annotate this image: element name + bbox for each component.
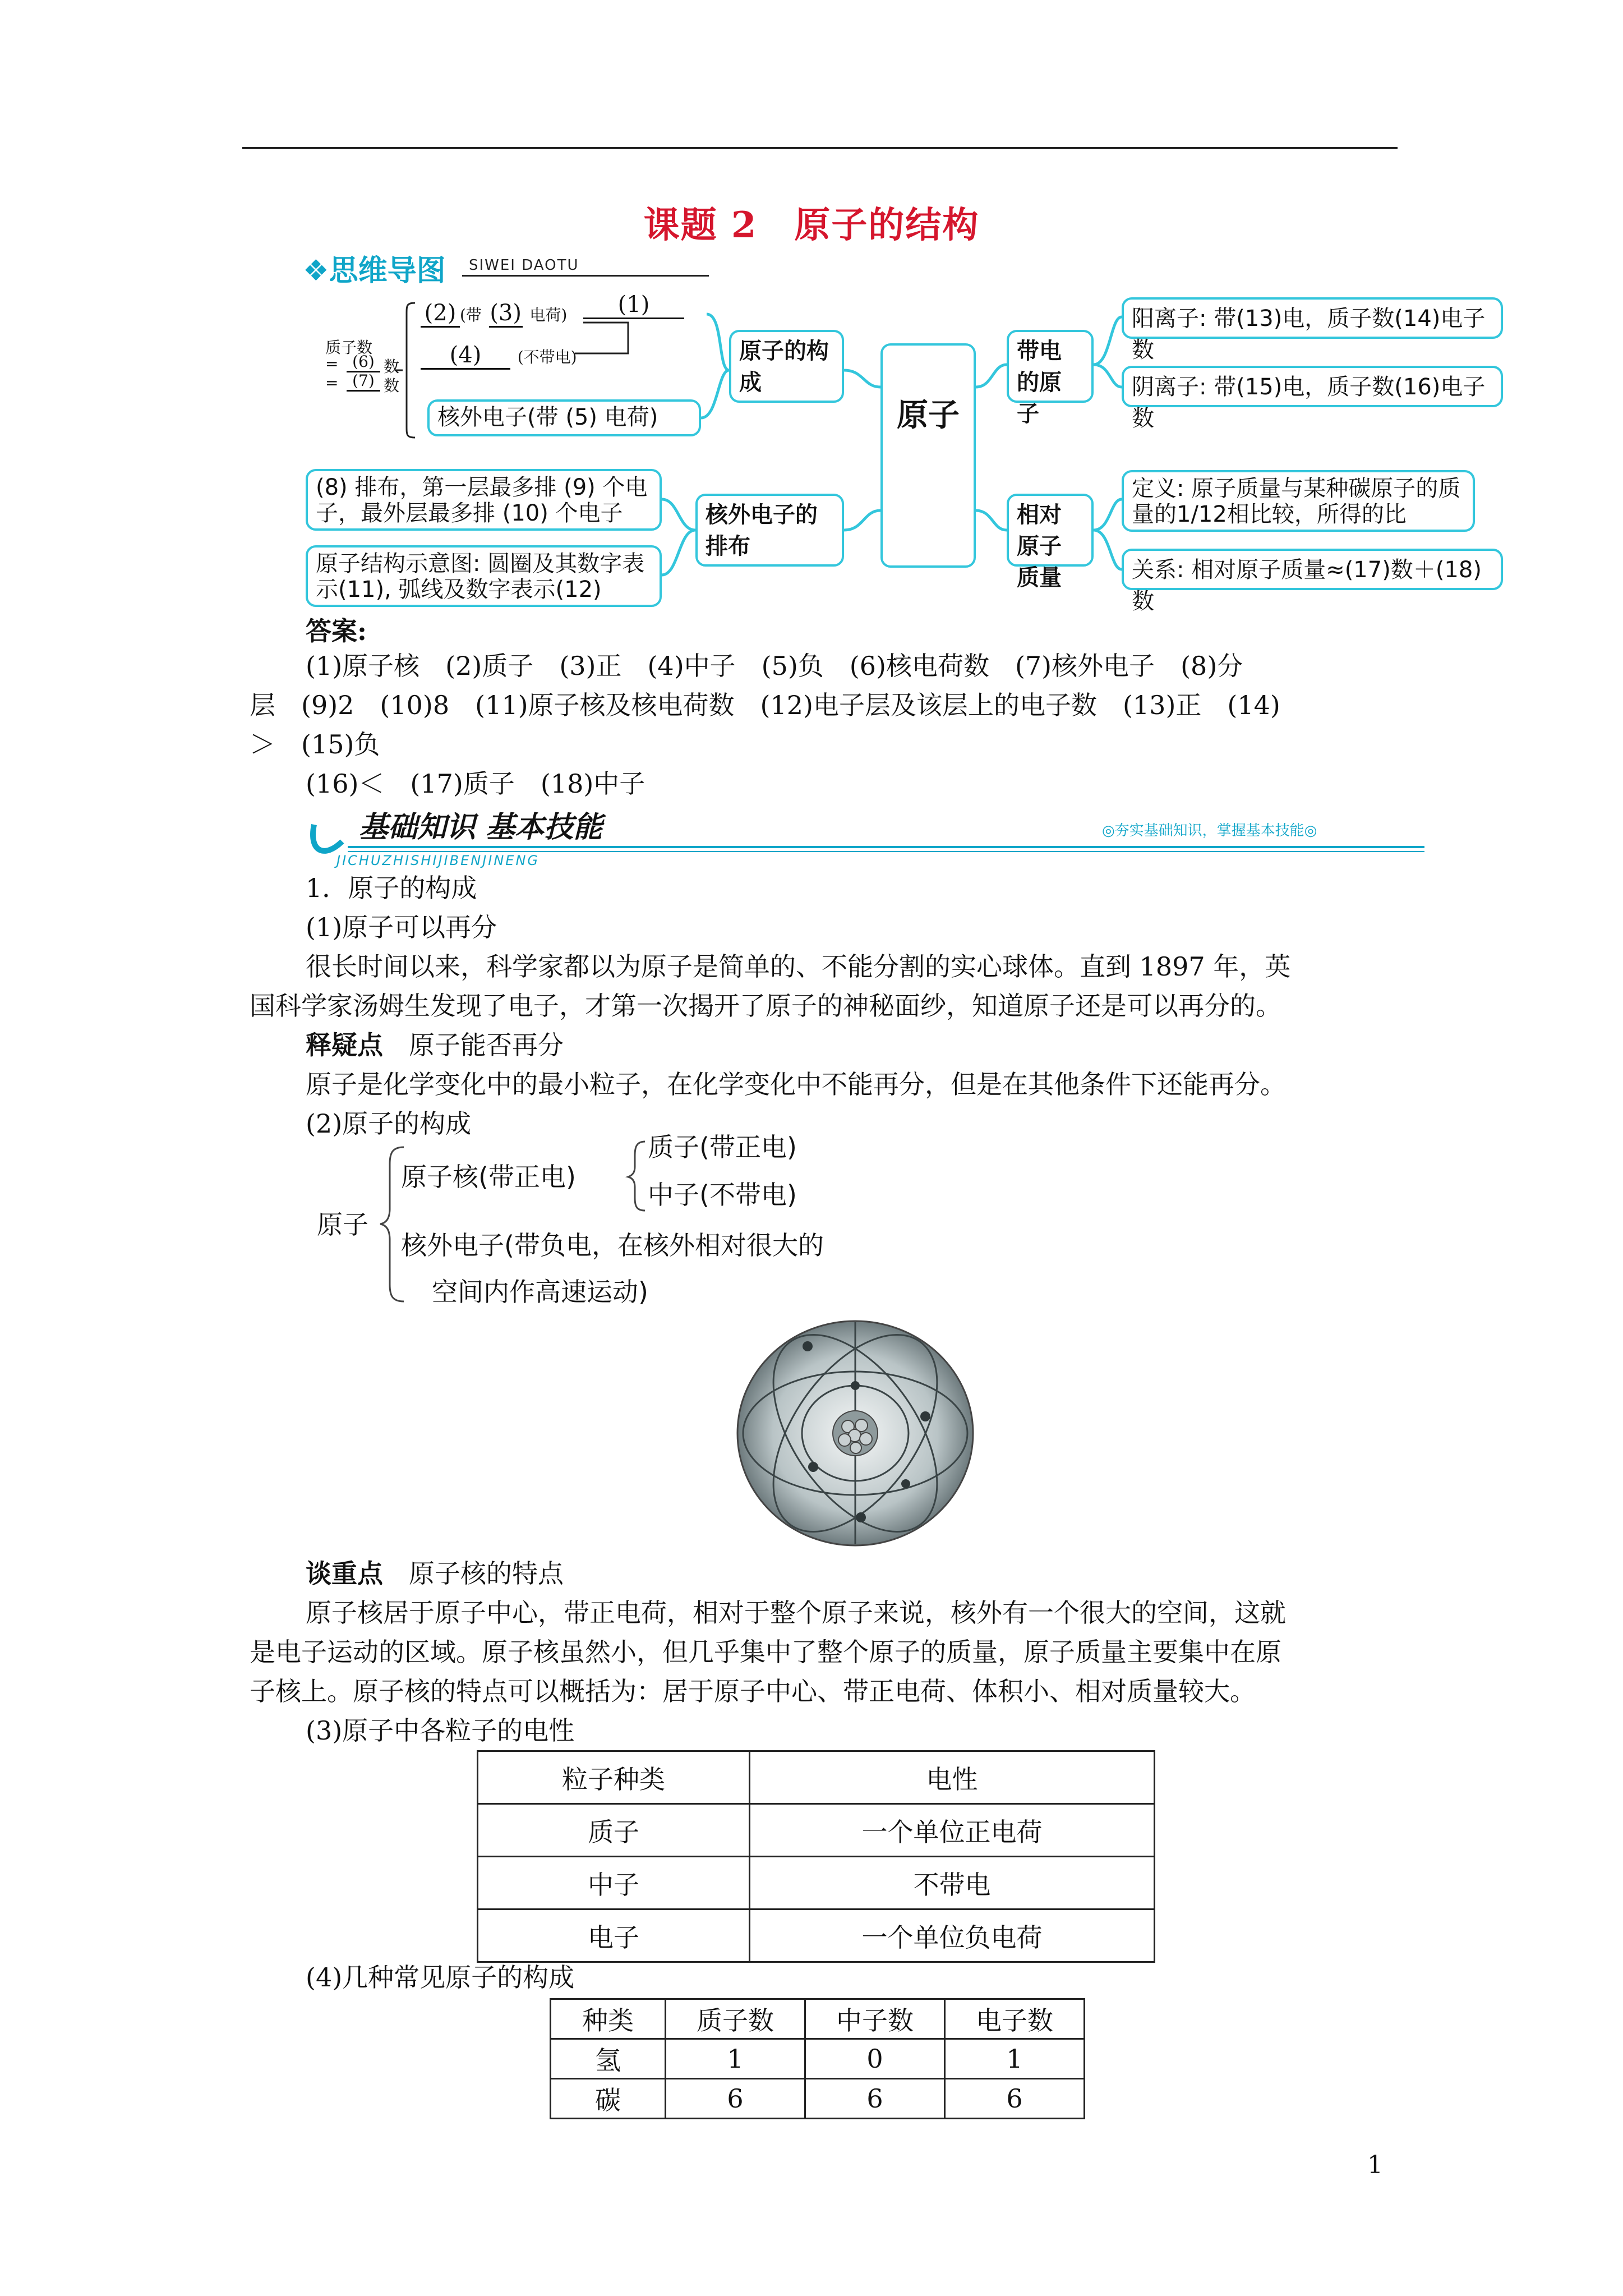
box-anion: 阴离子: 带(15)电，质子数(16)电子数 — [1122, 366, 1503, 407]
answers-line-3: ＞ (15)负 — [250, 729, 380, 760]
composition-table-header: 中子数 — [805, 1999, 945, 2039]
focus-heading — [306, 1554, 564, 1593]
box-electron-arrangement: 核外电子的排布 — [695, 494, 844, 567]
page-title: 课题 2 原子的结构 — [643, 204, 980, 246]
box-cation: 阳离子: 带(13)电，质子数(14)电子数 — [1122, 297, 1503, 339]
struct-neutron: 中子(不带电) — [648, 1180, 797, 1210]
box-relation: 关系: 相对原子质量≈(17)数＋(18)数 — [1122, 549, 1503, 590]
line-neutron: (4) (不带电) — [421, 342, 577, 370]
charge-table-cell: 中子 — [478, 1857, 750, 1910]
doubt-title: 原子能否再分 — [409, 1030, 564, 1060]
focus-label: 谈重点 — [306, 1558, 383, 1589]
section-1-heading: 1．原子的构成 — [306, 873, 477, 903]
left-label-eq2: = — [325, 374, 339, 392]
section-1-2-heading: (2)原子的构成 — [306, 1108, 472, 1139]
struct-atom: 原子 — [317, 1209, 368, 1240]
composition-table-cell: 1 — [945, 2039, 1085, 2079]
answers-line-1: (1)原子核 (2)质子 (3)正 (4)中子 (5)负 (6)核电荷数 (7)核外电子 (8)分 — [306, 651, 1243, 681]
left-label-num: 数 — [384, 357, 400, 376]
composition-table-header: 种类 — [551, 1999, 666, 2039]
charge-table-cell: 一个单位负电荷 — [750, 1910, 1155, 1962]
composition-table-cell: 6 — [666, 2079, 805, 2119]
composition-table-cell: 6 — [805, 2079, 945, 2119]
answers-line-2: 层 (9)2 (10)8 (11)原子核及核电荷数 (12)电子层及该层上的电子数 (13)正 (14) — [250, 690, 1280, 720]
doubt-text: 原子是化学变化中的最小粒子，在化学变化中不能再分，但是在其他条件下还能再分。 — [306, 1069, 1286, 1099]
atom-composition-table — [550, 1998, 1085, 2119]
struct-proton: 质子(带正电) — [648, 1132, 797, 1162]
charge-table-cell: 电子 — [478, 1910, 750, 1962]
banner-right-text: ◎夯实基础知识，掌握基本技能◎ — [1102, 822, 1317, 839]
composition-table-header: 质子数 — [666, 1999, 805, 2039]
banner-title: 基础知识 基本技能 — [359, 811, 603, 844]
answers-label: 答案: — [306, 616, 367, 646]
section-1-4-heading: (4)几种常见原子的构成 — [306, 1962, 575, 1993]
mindmap-header-title: ❖思维导图 — [303, 254, 446, 288]
left-label-6: (6) — [347, 352, 380, 372]
composition-table-header: 电子数 — [945, 1999, 1085, 2039]
para-1-line-2: 国科学家汤姆生发现了电子，才第一次揭开了原子的神秘面纱，知道原子还是可以再分的。 — [250, 991, 1281, 1021]
charge-table — [477, 1750, 1155, 1963]
charge-table-header: 电性 — [750, 1751, 1155, 1804]
box-charged-atom: 带电的原子 — [1007, 330, 1094, 403]
mindmap-header-sub: SIWEI DAOTU — [469, 257, 579, 274]
atom-illustration — [729, 1315, 981, 1551]
line-proton: (2) (带 (3) 电荷) — [421, 300, 567, 328]
composition-table-cell: 0 — [805, 2039, 945, 2079]
box-atom-center: 原子 — [880, 343, 976, 568]
box-arrangement: (8) 排布，第一层最多排 (9) 个电子，最外层最多排 (10) 个电子 — [306, 469, 662, 531]
charge-table-header: 粒子种类 — [478, 1751, 750, 1804]
left-label-2: = — [325, 355, 339, 373]
left-label-1: 质子数 — [325, 338, 373, 357]
struct-electron-2: 空间内作高速运动) — [432, 1277, 648, 1307]
charge-table-cell: 一个单位正电荷 — [750, 1804, 1155, 1857]
composition-table-cell: 碳 — [551, 2079, 666, 2119]
left-label-7: (7) — [347, 371, 380, 392]
composition-table-cell: 1 — [666, 2039, 805, 2079]
answers-line-4: (16)＜ (17)质子 (18)中子 — [306, 769, 645, 799]
box-definition: 定义: 原子质量与某种碳原子的质量的1/12相比较，所得的比 — [1122, 470, 1475, 532]
struct-electron-1: 核外电子(带负电，在核外相对很大的 — [401, 1230, 824, 1260]
section-1-3-heading: (3)原子中各粒子的电性 — [306, 1715, 575, 1746]
para-2-line-1: 原子核居于原子中心，带正电荷，相对于整个原子来说，核外有一个很大的空间，这就 — [306, 1598, 1286, 1628]
para-2-line-2: 是电子运动的区域。原子核虽然小，但几乎集中了整个原子的质量，原子质量主要集中在原 — [250, 1637, 1281, 1667]
focus-title: 原子核的特点 — [409, 1558, 564, 1589]
page-number: 1 — [1367, 2151, 1383, 2179]
banner-pinyin: JICHUZHISHIJIBENJINENG — [336, 853, 540, 868]
charge-table-cell: 质子 — [478, 1804, 750, 1857]
para-2-line-3: 子核上。原子核的特点可以概括为：居于原子中心、带正电荷、体积小、相对质量较大。 — [250, 1676, 1256, 1706]
box-structure-diagram: 原子结构示意图: 圆圈及其数字表示(11), 弧线及数字表示(12) — [306, 545, 662, 607]
left-label-num2: 数 — [384, 376, 400, 395]
composition-table-cell: 6 — [945, 2079, 1085, 2119]
charge-table-cell: 不带电 — [750, 1857, 1155, 1910]
composition-table-cell: 氢 — [551, 2039, 666, 2079]
box-relative-mass: 相对原子质量 — [1007, 494, 1094, 567]
box-atom-composition: 原子的构成 — [729, 330, 844, 403]
box-outer-electron: 核外电子(带 (5) 电荷) — [427, 399, 701, 436]
section-1-1-heading: (1)原子可以再分 — [306, 912, 497, 942]
doubt-label: 释疑点 — [306, 1030, 383, 1060]
struct-nucleus: 原子核(带正电) — [401, 1162, 576, 1192]
box-nucleus-blank: (1) — [583, 292, 684, 319]
para-1-line-1: 很长时间以来，科学家都以为原子是简单的、不能分割的实心球体。直到 1897 年，英 — [306, 951, 1291, 982]
